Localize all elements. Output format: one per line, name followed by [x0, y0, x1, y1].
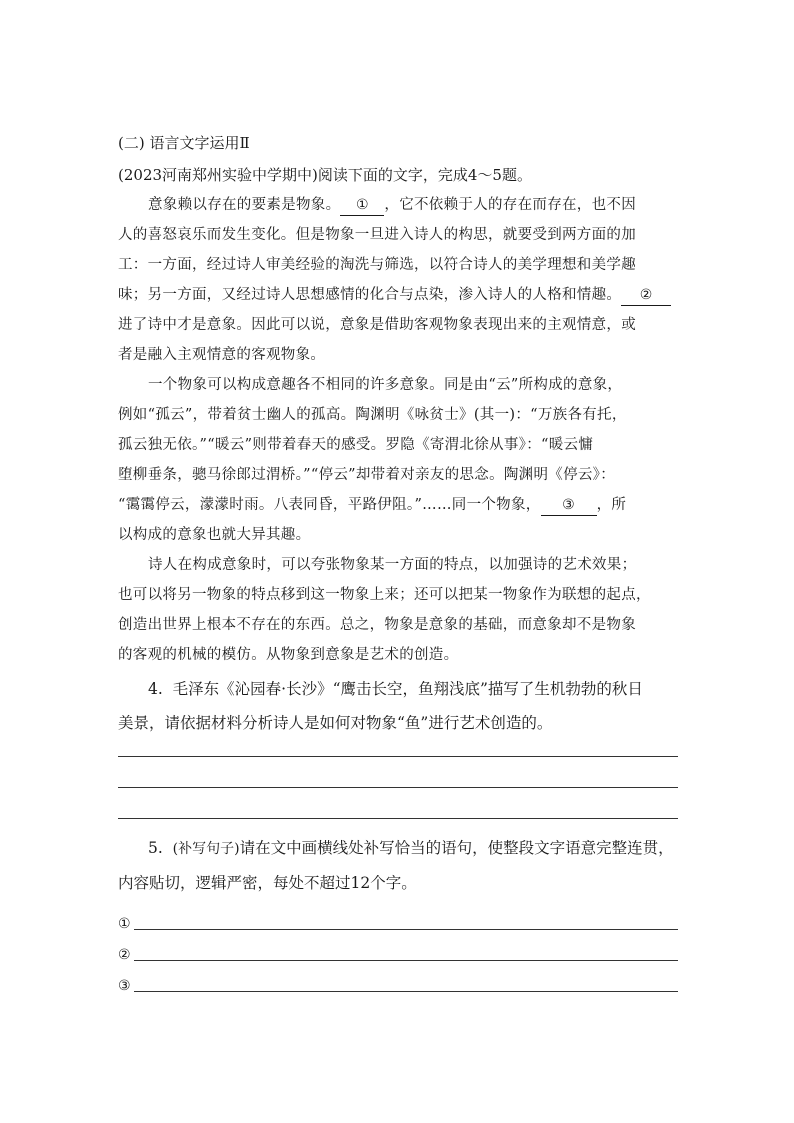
blank-1: ① [340, 195, 384, 216]
passage-line: 堕柳垂条，骢马徐郎过渭桥。”“停云”却带着对亲友的思念。陶渊明《停云》： [118, 467, 616, 483]
question-4-answer-area[interactable] [118, 756, 678, 819]
blank-3: ③ [541, 495, 597, 516]
question-5-number: 5. [148, 839, 163, 857]
fill-line[interactable] [134, 960, 678, 961]
passage-line: 诗人在构成意象时，可以夸张物象某一方面的特点，以加强诗的艺术效果； [148, 557, 637, 573]
question-5-tag: (补写句子) [172, 841, 240, 857]
question-5-line: 内容贴切，逻辑严密，每处不超过12个字。 [118, 874, 417, 892]
question-5 [118, 831, 678, 900]
passage-line: 的客观的机械的模仿。从物象到意象是艺术的创造。 [118, 647, 459, 663]
fill-row-3[interactable] [118, 964, 678, 995]
fill-label: ③ [118, 978, 131, 994]
passage-text: “霭霭停云，濛濛时雨。八表同昏，平路伊阻。”……同一个物象， [118, 497, 541, 513]
question-5-line [118, 831, 678, 866]
question-4-number: 4. [148, 680, 163, 698]
section-title: (二) 语言文字运用Ⅱ [118, 134, 250, 152]
passage-line [118, 280, 678, 310]
source-line: (2023河南郑州实验中学期中)阅读下面的文字，完成4～5题。 [118, 166, 532, 184]
passage-line [118, 190, 678, 220]
passage-line: 也可以将另一物象的特点移到这一物象上来；还可以把某一物象作为联想的起点， [118, 587, 651, 603]
passage-line: 进了诗中才是意象。因此可以说，意象是借助客观物象表现出来的主观情意，或 [118, 317, 636, 333]
fill-line[interactable] [134, 991, 678, 992]
question-4 [118, 672, 678, 740]
fill-label: ① [118, 916, 131, 932]
reading-passage [118, 190, 678, 670]
answer-line[interactable] [118, 818, 678, 819]
passage-text: 味；另一方面，又经过诗人思想感情的化合与点染，渗入诗人的人格和情趣。 [118, 287, 622, 303]
passage-line: 者是融入主观情意的客观物象。 [118, 347, 326, 363]
fill-row-1[interactable] [118, 902, 678, 933]
blank-2: ② [621, 285, 671, 306]
worksheet-page [118, 128, 678, 995]
fill-line[interactable] [134, 929, 678, 930]
question-4-line [118, 672, 678, 706]
fill-row-2[interactable] [118, 933, 678, 964]
passage-text: ，所 [596, 497, 627, 513]
passage-line: 例如“孤云”，带着贫士幽人的孤高。陶渊明《咏贫士》(其一)：“万族各有托， [118, 407, 627, 423]
question-4-line: 美景，请依据材料分析诗人是如何对物象“鱼”进行艺术创造的。 [118, 714, 553, 732]
passage-line: 人的喜怒哀乐而发生变化。但是物象一旦进入诗人的构思，就要受到两方面的加 [118, 227, 636, 243]
passage-line: 创造出世界上根本不存在的东西。总之，物象是意象的基础，而意象却不是物象 [118, 617, 636, 633]
passage-text: ，它不依赖于人的存在而存在，也不因 [384, 197, 637, 213]
passage-line: 工：一方面，经过诗人审美经验的淘洗与筛选，以符合诗人的美学理想和美学趣 [118, 257, 636, 273]
passage-line: 以构成的意象也就大异其趣。 [118, 527, 311, 543]
fill-label: ② [118, 947, 131, 963]
question-5-answer-area [118, 902, 678, 995]
passage-line [118, 490, 678, 520]
question-4-text: 毛泽东《沁园春·长沙》“鹰击长空，鱼翔浅底”描写了生机勃勃的秋日 [172, 680, 643, 698]
question-5-text: 请在文中画横线处补写恰当的语句，使整段文字语意完整连贯， [239, 839, 674, 857]
passage-line: 孤云独无依。”“暖云”则带着春天的感受。罗隐《寄渭北徐从事》：“暖云慵 [118, 437, 594, 453]
passage-line: 一个物象可以构成意趣各不相同的许多意象。同是由“云”所构成的意象， [148, 377, 623, 393]
passage-text: 意象赖以存在的要素是物象。 [148, 197, 341, 213]
